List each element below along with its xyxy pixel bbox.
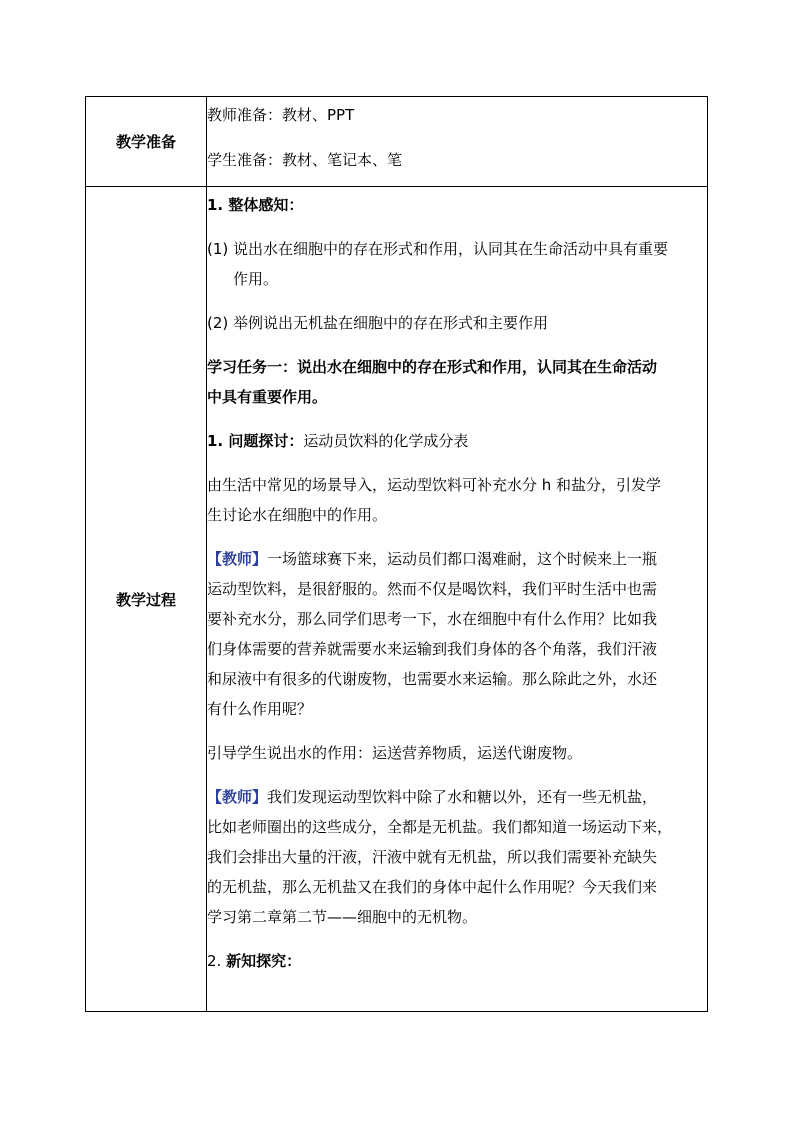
teacher-paragraph-1-line-6: 有什么作用呢？ [207,700,313,718]
preparation-content [207,97,708,187]
task-1-line-1: 学习任务一：说出水在细胞中的存在形式和作用，认同其在生命活动 [207,358,658,376]
teacher-paragraph-1-line-5: 和尿液中有很多的代谢废物，也需要水来运输。那么除此之外，水还 [207,670,658,688]
table-row-process [86,187,708,1012]
intro-line-1: 由生活中常见的场景导入，运动型饮料可补充水分 h 和盐分，引发学 [207,476,662,494]
paragraph-2-text: 我们发现运动型饮料中除了水和糖以外，还有一些无机盐， [267,788,658,806]
question-label: 1. 问题探讨： [207,432,304,450]
teacher-paragraph-2-line-2: 比如老师圈出的这些成分，全都是无机盐。我们都知道一场运动下来， [207,818,673,836]
row-label-preparation: 教学准备 [86,97,207,187]
teacher-preparation: 教师准备：教材、PPT [207,106,355,124]
student-preparation: 学生准备：教材、笔记本、笔 [207,151,403,169]
section-2-label: 2. 新知探究： [207,952,302,970]
section-title-overview: 1. 整体感知： [207,196,304,214]
goal-2: (2) 举例说出无机盐在细胞中的存在形式和主要作用 [207,314,549,332]
question-text: 运动员饮料的化学成分表 [303,432,469,450]
goal-1-line-2: 作用。 [233,270,279,288]
question-discussion [207,426,707,456]
teacher-paragraph-1-line-2: 运动型饮料，是很舒服的。然而不仅是喝饮料，我们平时生活中也需 [207,580,658,598]
row-label-process: 教学过程 [86,187,207,1012]
teacher-tag: 【教师】 [207,550,268,568]
teacher-paragraph-2-line-5: 学习第二章第二节——细胞中的无机物。 [207,908,478,926]
task-1-line-2: 中具有重要作用。 [207,388,328,406]
teacher-paragraph-2-line-3: 我们会排出大量的汗液，汗液中就有无机盐，所以我们需要补充缺失 [207,848,658,866]
teacher-paragraph-1-line-4: 们身体需要的营养就需要水来运输到我们身体的各个角落，我们汗液 [207,640,658,658]
teacher-paragraph-2-line-1 [207,782,707,812]
lesson-plan-table [85,96,708,1012]
intro-line-2: 生讨论水在细胞中的作用。 [207,506,388,524]
paragraph-1-text: 一场篮球赛下来，运动员们都口渴难耐，这个时候来上一瓶 [267,550,658,568]
teacher-paragraph-1-line-1 [207,544,707,574]
table-row-preparation [86,97,708,187]
process-content [207,187,708,1012]
teacher-paragraph-1-line-3: 要补充水分，那么同学们思考一下，水在细胞中有什么作用？比如我 [207,610,658,628]
teacher-paragraph-2-line-4: 的无机盐，那么无机盐又在我们的身体中起什么作用呢？今天我们来 [207,878,658,896]
guide-students: 引导学生说出水的作用：运送营养物质，运送代谢废物。 [207,744,583,762]
goal-1-line-1: (1) 说出水在细胞中的存在形式和作用，认同其在生命活动中具有重要 [207,240,669,258]
section-title-new-knowledge [207,946,707,976]
teacher-tag: 【教师】 [207,788,268,806]
